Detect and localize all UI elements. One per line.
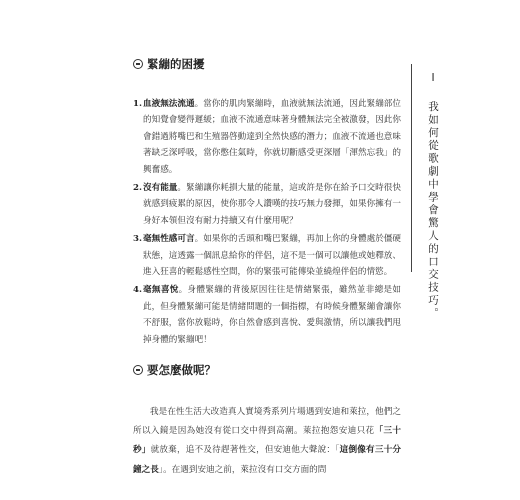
list-item bbox=[133, 96, 401, 178]
body-text-part2: 就放棄，追不及待趕著性交，但安迪他大聲說：「 bbox=[150, 445, 340, 456]
list-item-number: 1. bbox=[133, 99, 142, 109]
circle-minus-icon bbox=[133, 59, 143, 69]
running-chapter-title: I 我如何從歌劇中學會驚人的口交技巧。 bbox=[427, 72, 439, 321]
list-item-number: 4. bbox=[133, 285, 142, 296]
list-item bbox=[133, 282, 401, 348]
list-item-text: 。當你的肌肉緊繃時，血液就無法流通，因此緊繃部位的知覺會變得遲緩；血液不流通意味著身體無法完全被激發，因此你會錯過將嘴巴和生殖器啓動達到全然快感的潛力；血液不流通也意味著缺乏深呼吸，當你憋住氣時，你就切斷感受更深層「渾然忘我」的興奮感。 bbox=[143, 99, 401, 175]
list-item-text: 。身體緊繃的背後原因往往是情緒緊張，雖然並非總是如此，但身體緊繃可能是情緒問題的一個指標，有時候身體緊繃會讓你不舒服，當你放鬆時，你自然會感到喜悅、愛與激情，所以讓我們甩掉身體的緊繃吧！ bbox=[143, 285, 401, 345]
list-item-number: 2. bbox=[133, 183, 142, 194]
list-item bbox=[133, 180, 401, 229]
list-item-lead: 沒有能量 bbox=[143, 183, 178, 194]
list-item-text: 。緊繃讓你耗損大量的能量，這或許是你在給予口交時很快就感到疲累的原因，使你那令人讚嘆的技巧無力發揮，如果你擁有一身好本領但沒有耐力持續又有什麼用呢？ bbox=[143, 183, 401, 226]
section-heading-tension-text: 緊繃的困擾 bbox=[147, 57, 205, 71]
body-paragraph bbox=[133, 403, 401, 481]
circle-minus-icon bbox=[133, 365, 143, 375]
section-heading-solution bbox=[133, 362, 216, 378]
list-item-lead: 毫無性感可言 bbox=[143, 234, 195, 245]
list-item-lead: 毫無喜悅 bbox=[143, 285, 179, 296]
body-emphasis-2: 這倒像有三十分鐘之長 bbox=[133, 445, 401, 475]
problem-list bbox=[133, 96, 401, 350]
body-text-part1: 我是在性生活大改造真人實境秀系列片場遇到安迪和萊拉，他們之所以入鏡是因為她沒有從口交中得到高潮。萊拉抱怨安迪只花 bbox=[133, 406, 401, 436]
side-rule bbox=[411, 64, 412, 272]
list-item-number: 3. bbox=[133, 234, 142, 245]
body-text-part3: 」。在遇到安迪之前，萊拉沒有口交方面的問 bbox=[158, 464, 327, 475]
body-emphasis-1: 「三十秒」 bbox=[133, 426, 401, 456]
section-heading-tension bbox=[133, 56, 205, 72]
list-item bbox=[133, 231, 401, 280]
section-heading-solution-text: 要怎麼做呢？ bbox=[147, 363, 216, 377]
list-item-lead: 血液無法流通 bbox=[143, 99, 195, 109]
list-item-text: 。如果你的舌頭和嘴巴緊繃，再加上你的身體處於僵硬狀態，這透露一個訊息給你的伴侶，這不是一個可以讓他或她釋放、進入狂喜的輕鬆感性空間，你的緊張可能傳染並繞煌伴侶的情慾。 bbox=[143, 234, 401, 278]
